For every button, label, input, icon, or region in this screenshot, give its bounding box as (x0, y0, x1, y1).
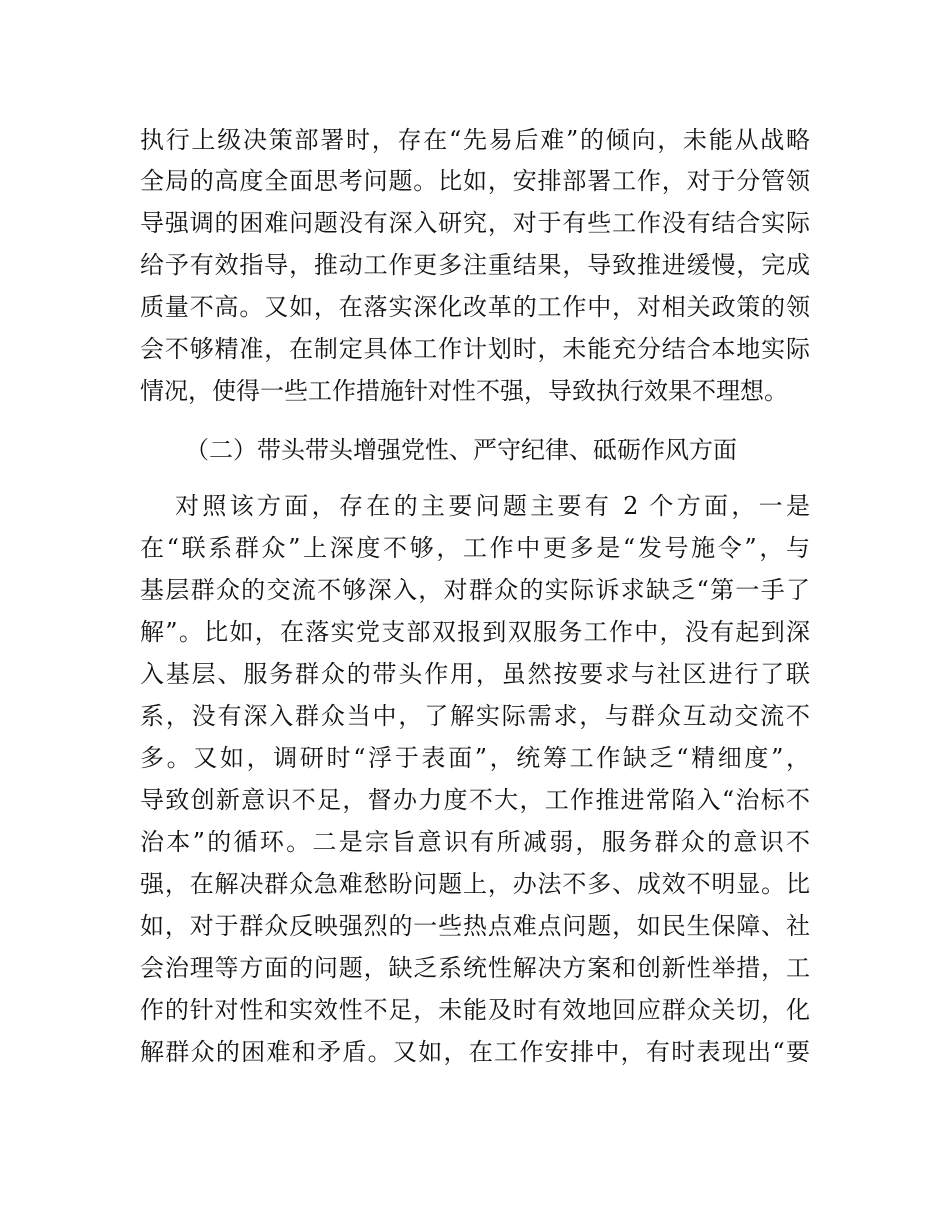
paragraph-2-line-7: 多。又如，调研时“浮于表面”，统筹工作缺乏“精细度”， (140, 744, 810, 772)
paragraph-1-line-2: 全局的高度全面思考问题。比如，安排部署工作，对于分管领 (140, 167, 810, 195)
section-heading: （二）带头带头增强党性、严守纪律、砥砺作风方面 (185, 436, 737, 464)
paragraph-2-line-3: 基层群众的交流不够深入，对群众的实际诉求缺乏“第一手了 (140, 576, 810, 604)
paragraph-2-line-11: 如，对于群众反映强烈的一些热点难点问题，如民生保障、社 (140, 912, 810, 940)
paragraph-2-line-4: 解”。比如，在落实党支部双报到双服务工作中，没有起到深 (140, 618, 810, 646)
paragraph-2-line-8: 导致创新意识不足，督办力度不大，工作推进常陷入“治标不 (140, 786, 810, 814)
paragraph-2-line-14: 解群众的困难和矛盾。又如，在工作安排中，有时表现出“要 (140, 1038, 810, 1066)
paragraph-2-line-9: 治本”的循环。二是宗旨意识有所减弱，服务群众的意识不 (140, 828, 810, 856)
paragraph-1-line-7: 情况，使得一些工作措施针对性不强，导致执行效果不理想。 (140, 377, 788, 405)
paragraph-2-line-1: 对照该方面，存在的主要问题主要有 2 个方面，一是 (175, 492, 810, 520)
paragraph-2-line-6: 系，没有深入群众当中，了解实际需求，与群众互动交流不 (140, 702, 810, 730)
paragraph-1-line-6: 会不够精准，在制定具体工作计划时，未能充分结合本地实际 (140, 335, 810, 363)
paragraph-1-line-1: 执行上级决策部署时，存在“先易后难”的倾向，未能从战略 (140, 126, 810, 154)
paragraph-2-line-13: 作的针对性和实效性不足，未能及时有效地回应群众关切，化 (140, 996, 810, 1024)
paragraph-2-line-10: 强，在解决群众急难愁盼问题上，办法不多、成效不明显。比 (140, 870, 810, 898)
paragraph-1-line-3: 导强调的困难问题没有深入研究，对于有些工作没有结合实际 (140, 209, 810, 237)
paragraph-2-line-5: 入基层、服务群众的带头作用，虽然按要求与社区进行了联 (140, 660, 810, 688)
paragraph-2-line-12: 会治理等方面的问题，缺乏系统性解决方案和创新性举措，工 (140, 954, 810, 982)
paragraph-2-line-2: 在“联系群众”上深度不够，工作中更多是“发号施令”，与 (140, 534, 810, 562)
paragraph-1-line-4: 给予有效指导，推动工作更多注重结果，导致推进缓慢，完成 (140, 251, 810, 279)
paragraph-1-line-5: 质量不高。又如，在落实深化改革的工作中，对相关政策的领 (140, 293, 810, 321)
